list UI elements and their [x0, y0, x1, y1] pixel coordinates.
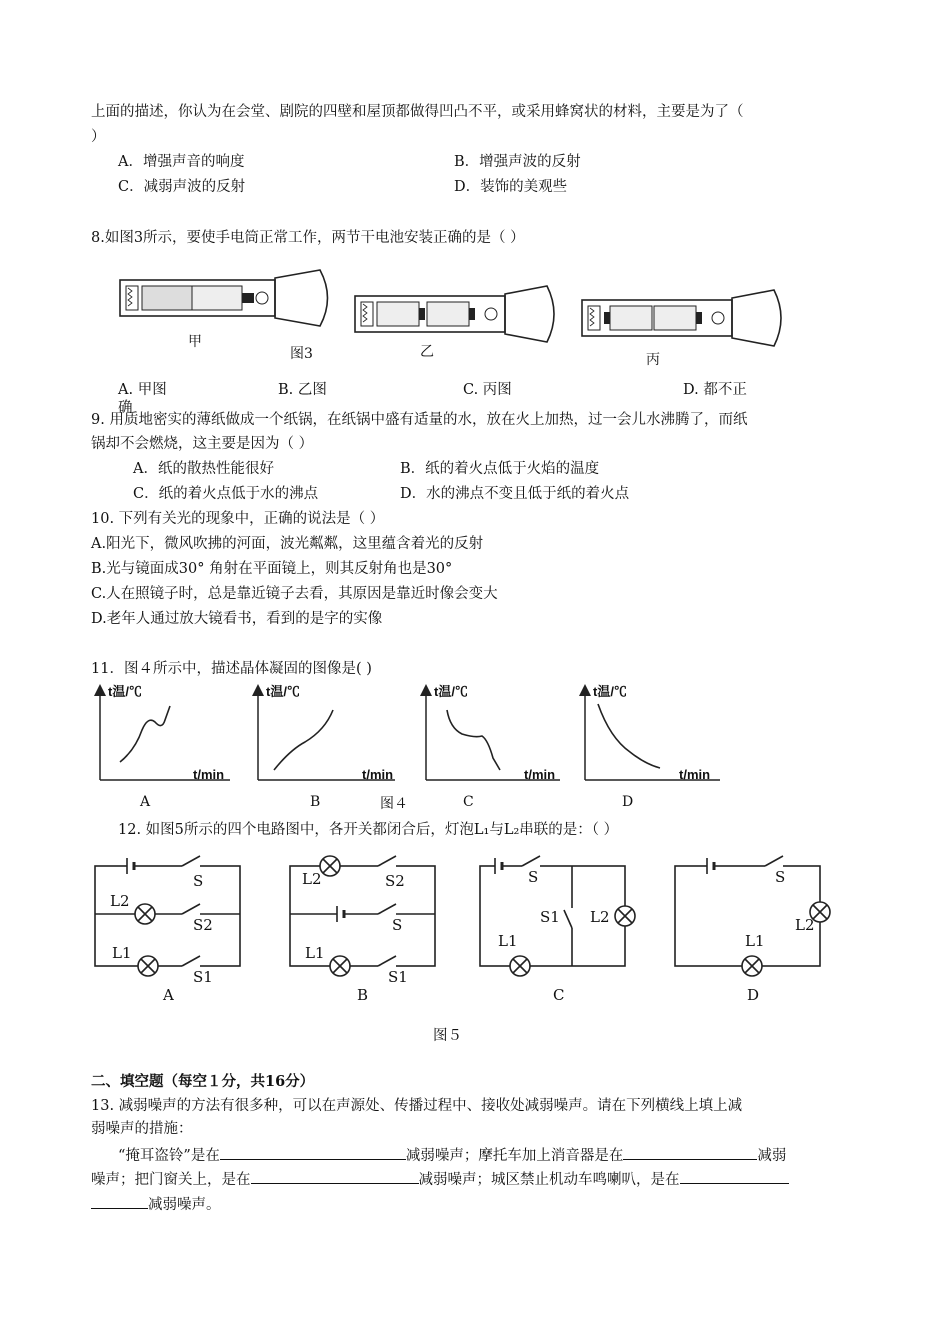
q9-option-c: C．纸的着火点低于水的沸点 [133, 486, 319, 502]
fig4-caption: 图４ [380, 796, 408, 812]
q7-option-a: A．增强声音的响度 [118, 154, 245, 170]
q8-option-c: C. 丙图 [463, 382, 512, 398]
q7-option-d: D．装饰的美观些 [454, 179, 568, 195]
graph-label-c: C [463, 794, 474, 810]
graph-c [426, 684, 560, 810]
svg-text:S2: S2 [385, 872, 405, 890]
section2-title: 二、填空题（每空１分，共16分） [91, 1073, 315, 1090]
label-jia: 甲 [188, 334, 202, 350]
svg-text:L2: L2 [302, 870, 322, 888]
q13-line3: “掩耳盗铃”是在 减弱噪声；摩托车加上消音器是在 减弱 [118, 1144, 786, 1166]
svg-text:S: S [528, 868, 539, 886]
svg-text:L1: L1 [745, 932, 765, 950]
svg-text:t/min: t/min [193, 767, 225, 782]
graph-label-a: A [140, 794, 151, 810]
q9-stem-line1: 9. 用质地密实的薄纸做成一个纸锅，在纸锅中盛有适量的水，放在火上加热，过一会儿水沸腾了，而纸 [91, 412, 748, 428]
q7-stem-line1: 上面的描述，你认为在会堂、剧院的四壁和屋顶都做得凹凸不平，或采用蜂窝状的材料，主要是为了（ [91, 104, 744, 120]
q8-option-d: D. 都不正 [683, 382, 747, 398]
circuit-label-d: D [747, 986, 760, 1004]
circuit-label-b: B [357, 986, 369, 1004]
svg-text:S: S [193, 872, 204, 890]
q13-stem-line2: 弱噪声的措施： [91, 1121, 193, 1137]
q12-stem: 12. 如图5所示的四个电路图中，各开关都闭合后，灯泡L₁与L₂串联的是：（ ） [118, 822, 619, 838]
label-yi: 乙 [420, 344, 434, 360]
fig5-caption: 图５ [433, 1028, 462, 1044]
cooling-graphs-figure [0, 680, 950, 820]
svg-text:L2: L2 [590, 908, 610, 926]
q8-stem: 8.如图3所示，要使手电筒正常工作，两节干电池安装正确的是（ ） [91, 230, 525, 246]
circuit-label-a: A [163, 986, 174, 1004]
svg-text:t温/℃: t温/℃ [593, 684, 627, 699]
svg-text:S: S [775, 868, 786, 886]
q13-line5: 减弱噪声。 [91, 1193, 221, 1215]
graph-b [258, 684, 395, 810]
svg-text:t/min: t/min [362, 767, 394, 782]
flashlight-jia [120, 270, 328, 326]
svg-text:S: S [392, 916, 403, 934]
q9-option-d: D．水的沸点不变且低于纸的着火点 [400, 486, 630, 502]
q8-option-a: A. 甲图 [118, 382, 167, 398]
q8-option-b: B. 乙图 [278, 382, 327, 398]
svg-text:L2: L2 [110, 892, 130, 910]
blank-1[interactable] [220, 1144, 406, 1160]
svg-text:L1: L1 [112, 944, 132, 962]
q9-option-a: A．纸的散热性能很好 [133, 461, 274, 477]
graph-label-d: D [622, 794, 634, 810]
svg-text:t/min: t/min [679, 767, 711, 782]
svg-text:L1: L1 [498, 932, 518, 950]
flashlight-figure [0, 258, 950, 388]
fig3-caption: 图3 [290, 346, 313, 362]
circuit-label-c: C [553, 986, 565, 1004]
flashlight-yi [355, 286, 554, 342]
svg-text:L2: L2 [795, 916, 815, 934]
svg-text:t温/℃: t温/℃ [108, 684, 142, 699]
q13-stem-line1: 13. 减弱噪声的方法有很多种，可以在声源处、传播过程中、接收处减弱噪声。请在下列横线上填上减 [91, 1098, 743, 1114]
q7-option-c: C．减弱声波的反射 [118, 179, 246, 195]
svg-text:L1: L1 [305, 944, 325, 962]
q7-stem-line2: ） [91, 129, 106, 145]
graph-a [100, 684, 230, 810]
svg-text:t温/℃: t温/℃ [434, 684, 468, 699]
q9-stem-line2: 锅却不会燃烧，这主要是因为（ ） [91, 436, 314, 452]
q11-stem: 11．图４所示中，描述晶体凝固的图像是( ) [91, 661, 372, 677]
q13-line4: 噪声；把门窗关上，是在 减弱噪声；城区禁止机动车鸣喇叭，是在 [91, 1168, 789, 1190]
circuit-figure [0, 846, 950, 1006]
svg-text:t温/℃: t温/℃ [266, 684, 300, 699]
blank-4a[interactable] [680, 1168, 789, 1184]
svg-text:S1: S1 [388, 968, 408, 986]
q7-option-b: B．增强声波的反射 [454, 154, 581, 170]
graph-d [585, 684, 720, 810]
q10-option-c: C.人在照镜子时，总是靠近镜子去看，其原因是靠近时像会变大 [91, 586, 498, 602]
q10-option-b: B.光与镜面成30° 角射在平面镜上，则其反射角也是30° [91, 561, 453, 577]
q9-option-b: B．纸的着火点低于火焰的温度 [400, 461, 600, 477]
blank-3[interactable] [251, 1168, 419, 1184]
q10-option-a: A.阳光下，微风吹拂的河面，波光粼粼，这里蕴含着光的反射 [91, 536, 484, 552]
svg-text:S1: S1 [193, 968, 213, 986]
svg-text:t/min: t/min [524, 767, 556, 782]
flashlight-bing [582, 290, 781, 346]
q10-option-d: D.老年人通过放大镜看书，看到的是字的实像 [91, 611, 383, 627]
q8-option-d-wrap: 确 [118, 400, 133, 416]
blank-4b[interactable] [91, 1193, 148, 1209]
graph-label-b: B [310, 794, 321, 810]
blank-2[interactable] [623, 1144, 757, 1160]
label-bing: 丙 [646, 352, 660, 368]
svg-text:S2: S2 [193, 916, 213, 934]
svg-text:S1: S1 [540, 908, 560, 926]
q10-stem: 10. 下列有关光的现象中，正确的说法是（ ） [91, 511, 385, 527]
